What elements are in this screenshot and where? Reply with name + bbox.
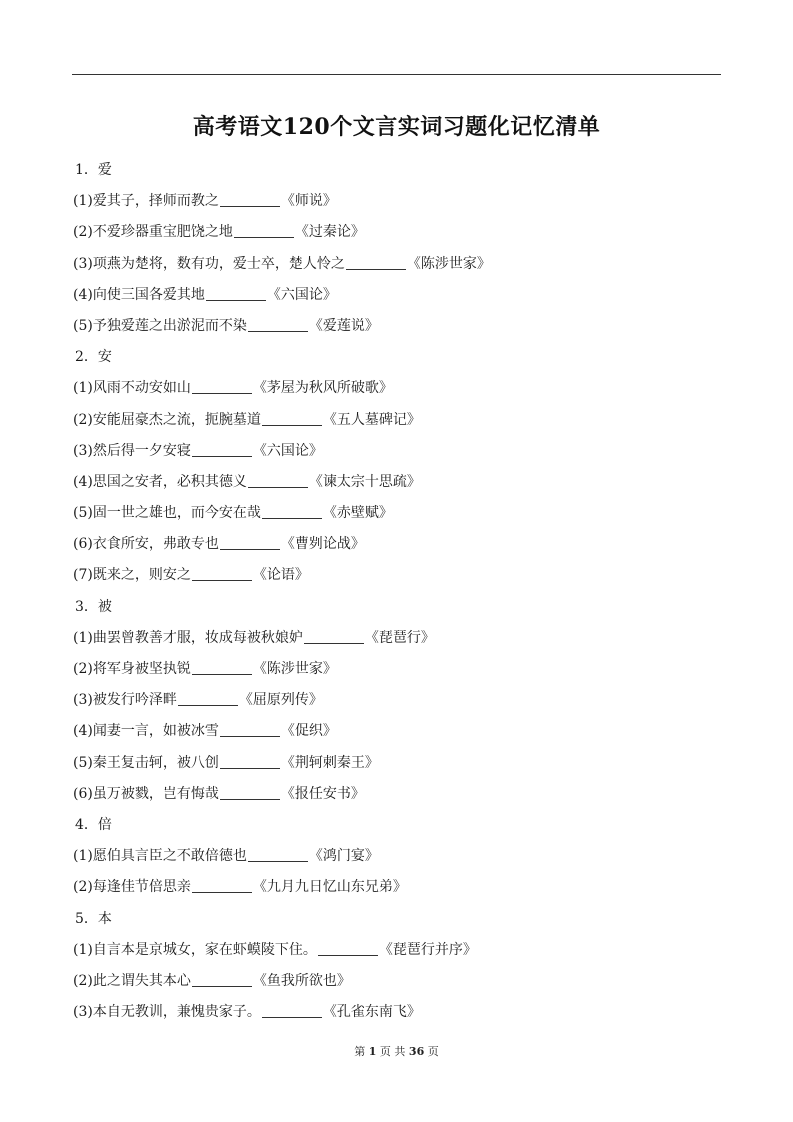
- answer-blank[interactable]: [220, 721, 280, 737]
- item-number: (3): [73, 1004, 93, 1021]
- exercise-item: [73, 685, 733, 716]
- item-source: 《六国论》: [252, 442, 323, 459]
- item-text: 爱其子，择师而教之: [92, 193, 219, 210]
- exercise-item: [73, 311, 733, 342]
- exercise-item: [73, 186, 733, 217]
- answer-blank[interactable]: [318, 940, 378, 956]
- item-number: (1): [73, 193, 93, 210]
- page-number: 1: [368, 1045, 377, 1058]
- item-source: 《陈涉世家》: [252, 661, 337, 677]
- item-source: 《琵琶行》: [364, 629, 435, 646]
- answer-blank[interactable]: [248, 846, 308, 862]
- item-source: 《过秦论》: [294, 224, 365, 241]
- exercise-item: [73, 966, 733, 997]
- item-source: 《鱼我所欲也》: [252, 972, 351, 989]
- item-source: 《师说》: [280, 193, 337, 210]
- item-source: 《鸿门宴》: [308, 848, 379, 865]
- item-number: (4): [73, 473, 93, 490]
- item-number: (6): [73, 536, 93, 553]
- answer-blank[interactable]: [234, 222, 294, 238]
- item-text: 每逢佳节倍思亲: [92, 879, 191, 896]
- item-source: 《孔雀东南飞》: [322, 1004, 421, 1021]
- answer-blank[interactable]: [206, 285, 266, 301]
- item-text: 然后得一夕安寝: [92, 442, 191, 459]
- item-text: 思国之安者，必积其德义: [92, 473, 247, 490]
- header-rule: [72, 74, 721, 75]
- section-heading: 1．爱: [75, 162, 112, 178]
- exercise-item: [73, 498, 733, 529]
- item-text: 被发行吟泽畔: [92, 692, 177, 709]
- item-number: (4): [73, 286, 93, 303]
- answer-blank[interactable]: [262, 1002, 322, 1018]
- answer-blank[interactable]: [304, 628, 364, 644]
- section-heading: 5．本: [75, 910, 112, 927]
- item-number: (4): [73, 723, 93, 740]
- exercise-item: [73, 935, 733, 966]
- item-number: (5): [73, 317, 93, 334]
- item-source: 《琵琶行并序》: [378, 941, 477, 958]
- item-text: 不爱珍器重宝肥饶之地: [92, 224, 233, 241]
- page-total: 36: [408, 1045, 425, 1058]
- item-source: 《赤壁赋》: [322, 505, 393, 522]
- exercise-item: [73, 623, 733, 654]
- section-heading: 4．倍: [75, 816, 112, 833]
- item-text: 固一世之雄也，而今安在哉: [92, 505, 261, 522]
- item-number: (1): [73, 941, 93, 958]
- item-source: 《陈涉世家》: [406, 255, 491, 272]
- exercise-item: [73, 436, 733, 467]
- item-number: (3): [73, 442, 93, 459]
- exercise-list: [73, 155, 733, 1028]
- answer-blank[interactable]: [220, 191, 280, 207]
- exercise-item: [73, 654, 733, 685]
- exercise-item: [73, 997, 733, 1028]
- exercise-item: [73, 748, 733, 779]
- item-number: (3): [73, 255, 93, 272]
- exercise-item: [73, 560, 733, 591]
- item-text: 秦王复击轲，被八创: [92, 754, 219, 771]
- exercise-item: [73, 872, 733, 903]
- item-text: 衣食所安，弗敢专也: [92, 536, 219, 553]
- item-source: 《论语》: [252, 567, 309, 584]
- item-source: 《六国论》: [266, 286, 337, 303]
- item-source: 《爱莲说》: [308, 317, 379, 334]
- item-number: (1): [73, 629, 93, 646]
- item-text: 自言本是京城女，家在虾蟆陵下住。: [92, 941, 317, 958]
- answer-blank[interactable]: [220, 534, 280, 550]
- item-number: (2): [73, 224, 93, 241]
- item-number: (2): [73, 411, 93, 428]
- exercise-item: [73, 529, 733, 560]
- item-text: 予独爱莲之出淤泥而不染: [92, 317, 247, 334]
- item-source: 《促织》: [280, 723, 337, 740]
- item-number: (6): [73, 785, 93, 802]
- exercise-item: [73, 249, 733, 280]
- item-number: (2): [73, 972, 93, 989]
- item-number: (3): [73, 692, 93, 709]
- item-source: 《荆轲刺秦王》: [280, 754, 379, 771]
- item-number: (2): [73, 661, 93, 677]
- item-text: 项燕为楚将，数有功，爱士卒，楚人怜之: [92, 255, 345, 272]
- item-text: 愿伯具言臣之不敢倍德也: [92, 848, 247, 865]
- answer-blank[interactable]: [192, 565, 252, 581]
- item-text: 此之谓失其本心: [92, 972, 191, 989]
- exercise-item: [73, 217, 733, 248]
- item-source: 《九月九日忆山东兄弟》: [252, 879, 407, 896]
- exercise-item: [73, 779, 733, 810]
- answer-blank[interactable]: [192, 441, 252, 457]
- footer-middle: 页 共: [379, 1045, 406, 1058]
- exercise-item: [73, 405, 733, 436]
- exercise-item: [73, 467, 733, 498]
- answer-blank[interactable]: [262, 503, 322, 519]
- answer-blank[interactable]: [220, 753, 280, 769]
- answer-blank[interactable]: [192, 659, 252, 675]
- item-text: 虽万被戮，岂有悔哉: [92, 785, 219, 802]
- item-source: 《报任安书》: [280, 785, 365, 802]
- item-text: 既来之，则安之: [92, 567, 191, 584]
- exercise-item: [73, 841, 733, 872]
- answer-blank[interactable]: [192, 971, 252, 987]
- item-number: (5): [73, 754, 93, 771]
- footer-suffix: 页: [427, 1045, 439, 1058]
- section-heading: 2．安: [75, 349, 112, 366]
- item-source: 《谏太宗十思疏》: [308, 473, 421, 490]
- item-source: 《屈原列传》: [238, 692, 323, 709]
- answer-blank[interactable]: [346, 254, 406, 270]
- answer-blank[interactable]: [248, 472, 308, 488]
- section-heading: 3．被: [75, 598, 112, 615]
- item-text: 本自无教训，兼愧贵家子。: [92, 1004, 261, 1021]
- item-text: 向使三国各爱其地: [92, 286, 205, 303]
- item-number: (1): [73, 848, 93, 865]
- item-text: 闻妻一言，如被冰雪: [92, 723, 219, 740]
- item-source: 《茅屋为秋风所破歌》: [252, 380, 393, 397]
- answer-blank[interactable]: [248, 316, 308, 332]
- item-text: 安能屈豪杰之流，扼腕墓道: [92, 411, 261, 428]
- page-title: 高考语文120个文言实词习题化记忆清单: [192, 114, 601, 140]
- item-source: 《曹刿论战》: [280, 536, 365, 553]
- exercise-item: [73, 716, 733, 747]
- item-number: (7): [73, 567, 93, 584]
- answer-blank[interactable]: [220, 784, 280, 800]
- item-number: (5): [73, 505, 93, 522]
- answer-blank[interactable]: [262, 410, 322, 426]
- page-footer: [0, 1043, 793, 1059]
- footer-prefix: 第: [354, 1045, 366, 1058]
- exercise-item: [73, 280, 733, 311]
- answer-blank[interactable]: [192, 877, 252, 893]
- item-number: (2): [73, 879, 93, 896]
- item-text: 曲罢曾教善才服，妆成每被秋娘妒: [92, 629, 303, 646]
- answer-blank[interactable]: [192, 378, 252, 394]
- answer-blank[interactable]: [178, 690, 238, 706]
- item-text: 将军身被坚执锐: [92, 661, 191, 677]
- item-source: 《五人墓碑记》: [322, 411, 421, 428]
- item-text: 风雨不动安如山: [92, 380, 191, 397]
- exercise-item: [73, 373, 733, 404]
- item-number: (1): [73, 380, 93, 397]
